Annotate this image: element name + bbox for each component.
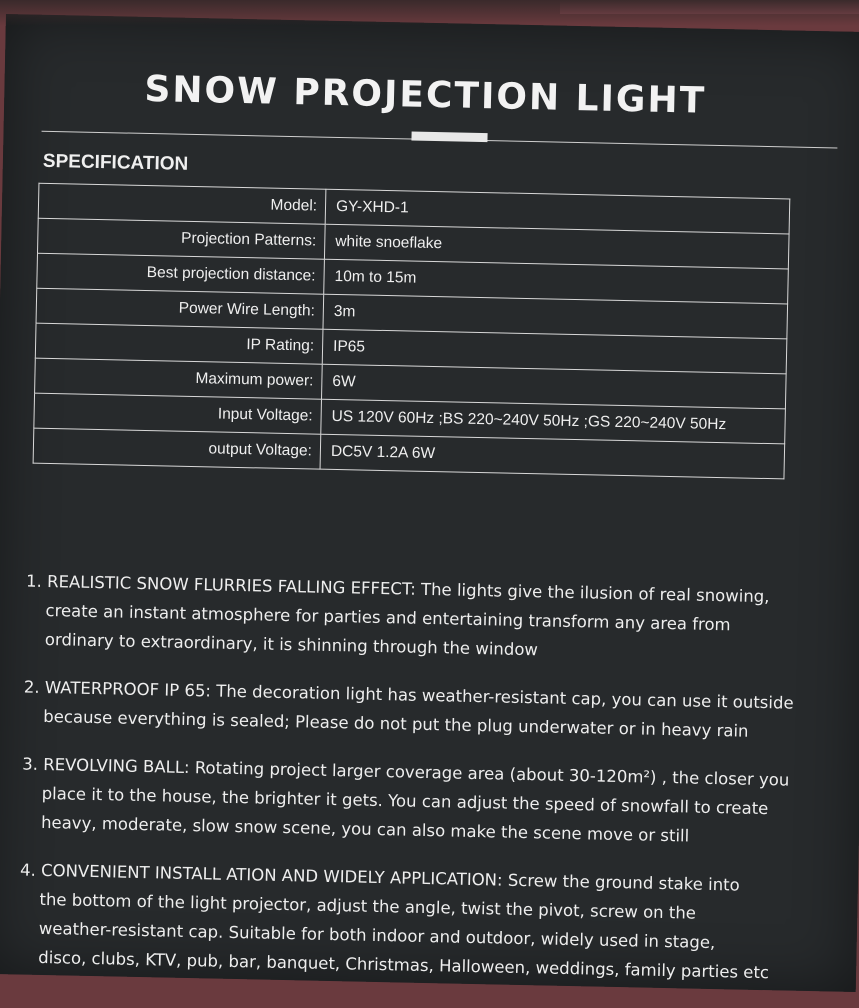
- spec-heading: SPECIFICATION: [42, 150, 189, 175]
- feature-line: heavy, moderate, slow snow scene, you can also make the scene move or still: [40, 812, 690, 846]
- spec-label: Projection Patterns:: [37, 218, 325, 259]
- feature-line: weather-resistant cap. Suitable for both indoor and outdoor, widely used in stage,: [38, 918, 716, 953]
- feature-line: the bottom of the light projector, adjust the angle, twist the pivot, screw on the: [39, 889, 697, 923]
- feature-line: 3. REVOLVING BALL: Rotating project larger coverage area (about 30-120m²) , the closer you: [22, 754, 790, 790]
- feature-item: [18, 855, 820, 988]
- product-title: SNOW PROJECTION LIGHT: [144, 68, 707, 122]
- spec-value: US 120V 60Hz ;BS 220~240V 50Hz ;GS 220~240V 50Hz: [321, 399, 786, 444]
- spec-label: IP Rating:: [35, 323, 323, 364]
- feature-line: 1. REALISTIC SNOW FLURRIES FALLING EFFECT: The lights give the ilusion of real snowing,: [25, 571, 770, 607]
- feature-line: because everything is sealed; Please do not put the plug underwater or in heavy rain: [43, 706, 749, 741]
- spec-label: output Voltage:: [33, 428, 321, 469]
- feature-item: [21, 750, 823, 854]
- spec-value: 10m to 15m: [324, 259, 789, 304]
- feature-line: create an instant atmosphere for parties and entertaining transform any area from: [45, 600, 731, 635]
- box-edge-shadow: [0, 0, 859, 26]
- spec-value: 6W: [322, 364, 787, 409]
- spec-label: Input Voltage:: [34, 393, 322, 434]
- feature-item: [25, 567, 827, 671]
- spec-label: Power Wire Length:: [36, 288, 324, 329]
- feature-line: disco, clubs, KTV, pub, bar, banquet, Christmas, Halloween, weddings, family parties etc: [38, 947, 770, 983]
- feature-line: 2. WATERPROOF IP 65: The decoration light has weather-resistant cap, you can use it outside: [23, 677, 794, 713]
- spec-value: IP65: [322, 329, 787, 374]
- spec-value: white snoeflake: [324, 224, 789, 269]
- feature-list: [18, 567, 827, 1008]
- feature-line: 4. CONVENIENT INSTALL ATION AND WIDELY APPLICATION: Screw the ground stake into: [19, 860, 740, 895]
- product-box: [0, 14, 859, 992]
- spec-value: GY-XHD-1: [325, 189, 790, 234]
- spec-label: Best projection distance:: [37, 253, 325, 294]
- spec-value: DC5V 1.2A 6W: [320, 434, 785, 479]
- feature-line: ordinary to extraordinary, it is shinning through the window: [44, 629, 539, 660]
- spec-value: 3m: [323, 294, 788, 339]
- feature-item: [23, 673, 824, 748]
- spec-label: Maximum power:: [35, 358, 323, 399]
- spec-label: Model:: [38, 183, 326, 224]
- divider-accent: [411, 132, 487, 143]
- feature-line: place it to the house, the brighter it gets. You can adjust the speed of snowfall to create: [41, 783, 769, 819]
- spec-table: [33, 183, 791, 480]
